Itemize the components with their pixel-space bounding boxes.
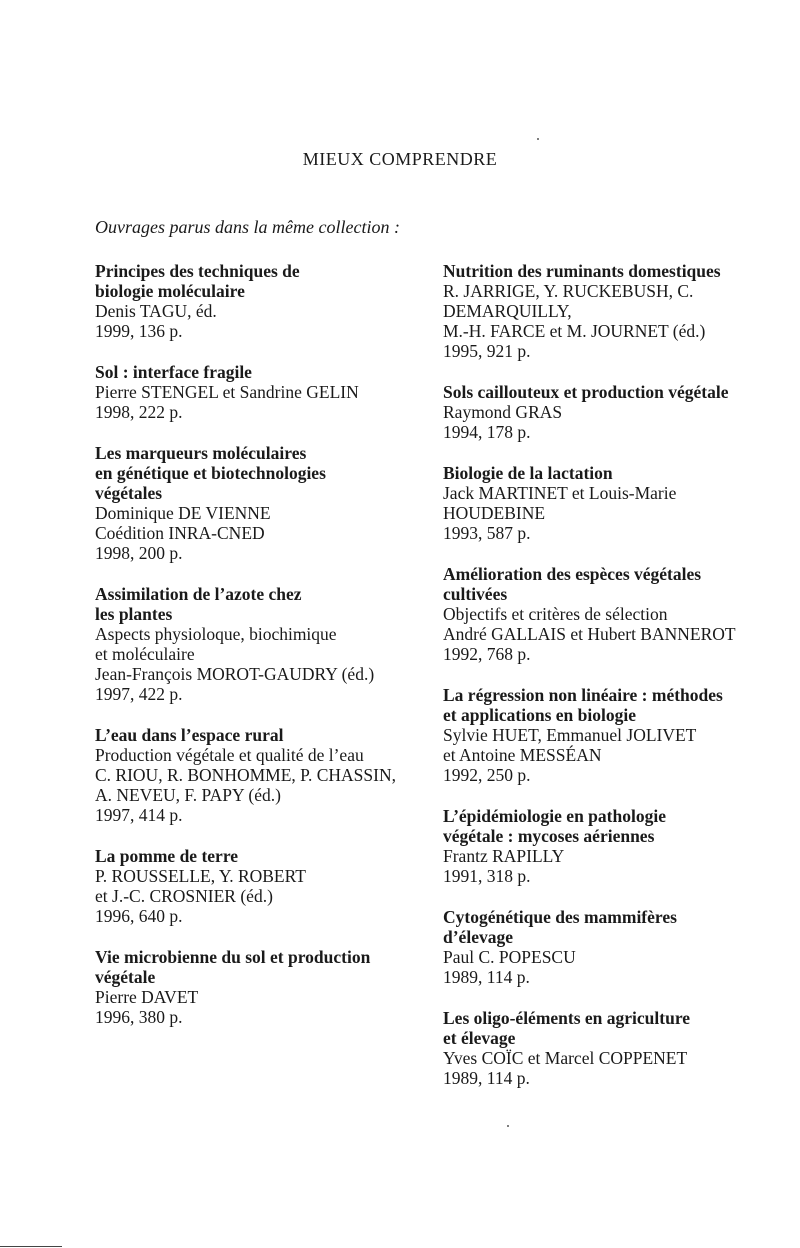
- book-detail-line: Yves COÏC et Marcel COPPENET: [443, 1048, 688, 1068]
- book-detail-line: 1992, 250 p.: [443, 765, 531, 785]
- book-title-line: L’eau dans l’espace rural: [95, 725, 284, 745]
- left-column: [95, 261, 430, 1048]
- book-entry: [95, 443, 430, 563]
- book-detail-line: et moléculaire: [95, 644, 195, 664]
- book-detail-line: Pierre DAVET: [95, 987, 199, 1007]
- book-detail-line: Jack MARTINET et Louis-Marie HOUDEBINE: [443, 483, 677, 523]
- book-detail-line: M.-H. FARCE et M. JOURNET (éd.): [443, 321, 706, 341]
- book-title-line: biologie moléculaire: [95, 281, 245, 301]
- book-entry: [443, 685, 768, 785]
- book-detail-line: Dominique DE VIENNE: [95, 503, 271, 523]
- book-detail-line: 1989, 114 p.: [443, 1068, 530, 1088]
- book-detail-line: Pierre STENGEL et Sandrine GELIN: [95, 382, 359, 402]
- book-title-line: végétale: [95, 967, 156, 987]
- book-detail-line: 1993, 587 p.: [443, 523, 531, 543]
- book-entry: [443, 382, 768, 442]
- book-entry: [95, 947, 430, 1027]
- book-title-line: Nutrition des ruminants domestiques: [443, 261, 721, 281]
- book-title-line: L’épidémiologie en pathologie: [443, 806, 666, 826]
- book-entry: [95, 362, 430, 422]
- book-title-line: Sol : interface fragile: [95, 362, 252, 382]
- book-title-line: Assimilation de l’azote chez: [95, 584, 302, 604]
- book-detail-line: 1989, 114 p.: [443, 967, 530, 987]
- book-title-line: Les marqueurs moléculaires: [95, 443, 307, 463]
- book-entry: [443, 261, 768, 361]
- book-detail-line: Paul C. POPESCU: [443, 947, 576, 967]
- book-detail-line: 1998, 200 p.: [95, 543, 183, 563]
- book-title-line: et applications en biologie: [443, 705, 636, 725]
- book-title-line: d’élevage: [443, 927, 513, 947]
- book-detail-line: 1997, 422 p.: [95, 684, 183, 704]
- book-detail-line: 1994, 178 p.: [443, 422, 531, 442]
- book-detail-line: Raymond GRAS: [443, 402, 563, 422]
- book-entry: [443, 806, 768, 886]
- book-detail-line: Sylvie HUET, Emmanuel JOLIVET: [443, 725, 697, 745]
- book-entry: [95, 725, 430, 825]
- book-title-line: Vie microbienne du sol et production: [95, 947, 371, 967]
- book-detail-line: et J.-C. CROSNIER (éd.): [95, 886, 273, 906]
- right-column: [443, 261, 768, 1109]
- book-detail-line: 1996, 640 p.: [95, 906, 183, 926]
- book-title-line: végétale : mycoses aériennes: [443, 826, 655, 846]
- book-title-line: La pomme de terre: [95, 846, 239, 866]
- book-title-line: La régression non linéaire : méthodes: [443, 685, 723, 705]
- book-title-line: et élevage: [443, 1028, 516, 1048]
- book-detail-line: Denis TAGU, éd.: [95, 301, 217, 321]
- book-detail-line: Production végétale et qualité de l’eau: [95, 745, 364, 765]
- book-title-line: Principes des techniques de: [95, 261, 300, 281]
- book-detail-line: 1997, 414 p.: [95, 805, 183, 825]
- book-detail-line: Frantz RAPILLY: [443, 846, 565, 866]
- book-detail-line: 1996, 380 p.: [95, 1007, 183, 1027]
- speck-mark: [507, 1125, 509, 1127]
- speck-mark: [537, 138, 539, 140]
- book-detail-line: et Antoine MESSÉAN: [443, 745, 602, 765]
- book-title-line: Cytogénétique des mammifères: [443, 907, 677, 927]
- book-title-line: Biologie de la lactation: [443, 463, 613, 483]
- collection-subtitle: Ouvrages parus dans la même collection :: [95, 217, 400, 237]
- book-detail-line: 1991, 318 p.: [443, 866, 531, 886]
- book-entry: [95, 261, 430, 341]
- book-title-line: cultivées: [443, 584, 508, 604]
- book-entry: [95, 846, 430, 926]
- book-title-line: Amélioration des espèces végétales: [443, 564, 702, 584]
- book-detail-line: 1998, 222 p.: [95, 402, 183, 422]
- book-detail-line: A. NEVEU, F. PAPY (éd.): [95, 785, 281, 805]
- book-entry: [95, 584, 430, 704]
- book-entry: [443, 564, 768, 664]
- book-title-line: Les oligo-éléments en agriculture: [443, 1008, 691, 1028]
- book-title-line: Sols caillouteux et production végétale: [443, 382, 729, 402]
- book-title-line: les plantes: [95, 604, 173, 624]
- book-detail-line: Coédition INRA-CNED: [95, 523, 265, 543]
- book-detail-line: 1995, 921 p.: [443, 341, 531, 361]
- book-detail-line: Objectifs et critères de sélection: [443, 604, 668, 624]
- book-title-line: en génétique et biotechnologies: [95, 463, 326, 483]
- book-title-line: végétales: [95, 483, 163, 503]
- book-detail-line: Jean-François MOROT-GAUDRY (éd.): [95, 664, 375, 684]
- book-entry: [443, 1008, 768, 1088]
- book-detail-line: P. ROUSSELLE, Y. ROBERT: [95, 866, 306, 886]
- book-detail-line: 1992, 768 p.: [443, 644, 531, 664]
- book-detail-line: R. JARRIGE, Y. RUCKEBUSH, C. DEMARQUILLY,: [443, 281, 694, 321]
- book-entry: [443, 907, 768, 987]
- book-entry: [443, 463, 768, 543]
- book-detail-line: 1999, 136 p.: [95, 321, 183, 341]
- book-detail-line: Aspects physioloque, biochimique: [95, 624, 337, 644]
- book-detail-line: C. RIOU, R. BONHOMME, P. CHASSIN,: [95, 765, 396, 785]
- bottom-rule: [0, 1246, 62, 1247]
- book-detail-line: André GALLAIS et Hubert BANNEROT: [443, 624, 736, 644]
- series-title: MIEUX COMPRENDRE: [302, 149, 498, 169]
